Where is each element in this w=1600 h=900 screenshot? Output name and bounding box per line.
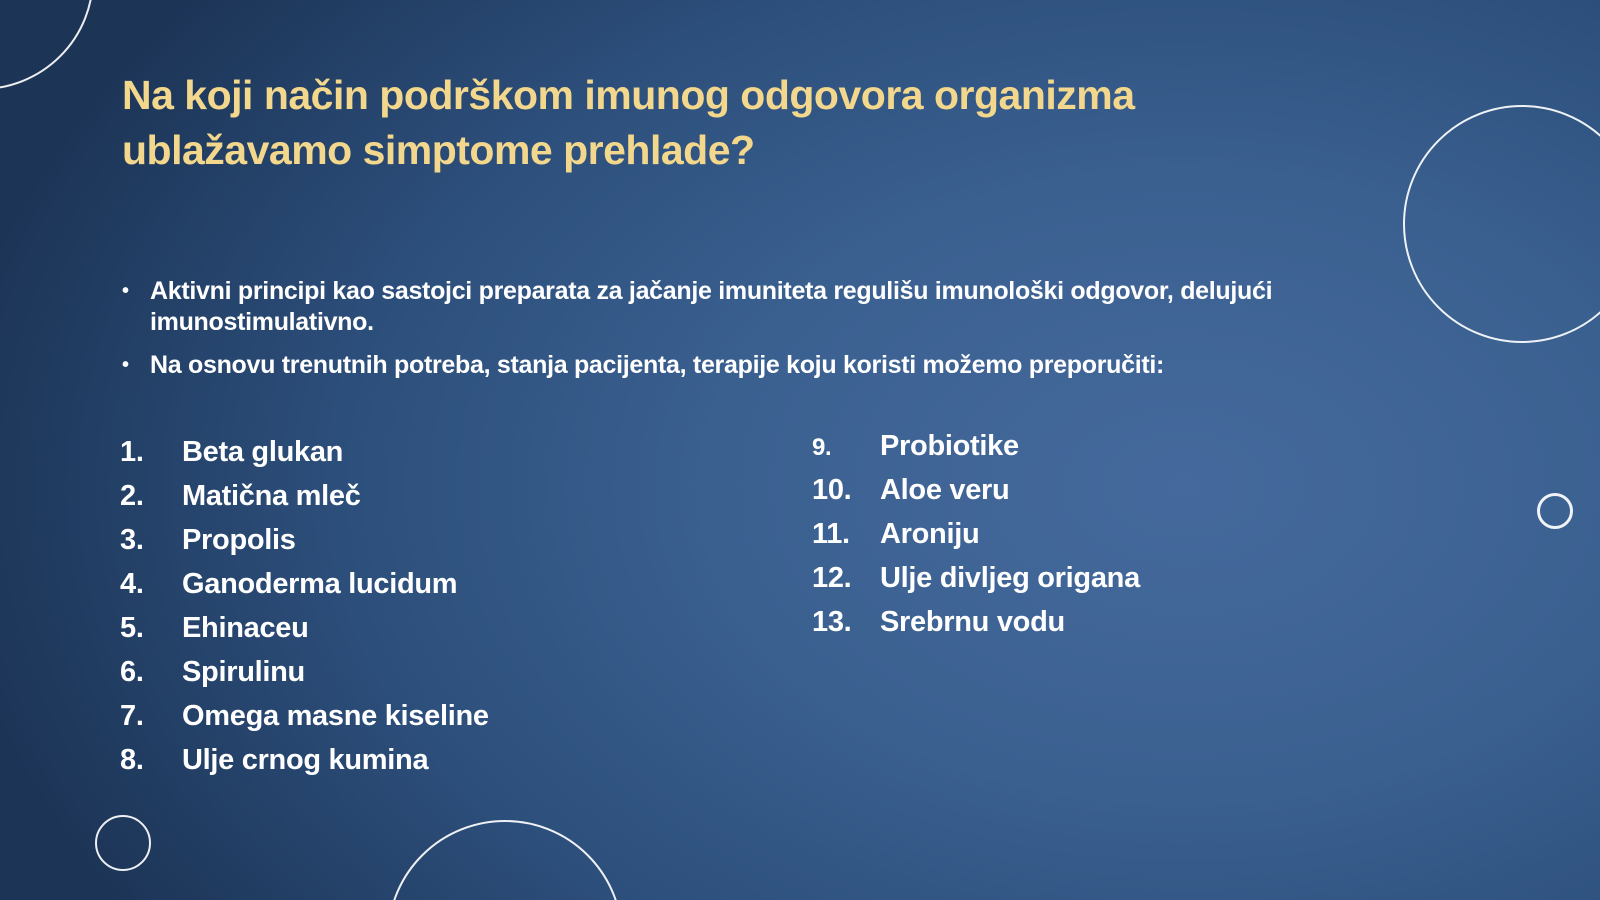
item-label: Ehinaceu: [182, 612, 309, 644]
item-label: Propolis: [182, 524, 296, 556]
bullet-list: [122, 276, 1432, 393]
list-item: [120, 434, 489, 478]
item-label: Beta glukan: [182, 436, 344, 468]
item-number: 10.: [812, 474, 852, 506]
list-item: [812, 472, 1140, 516]
item-number: 6.: [120, 656, 144, 688]
item-label: Probiotike: [880, 430, 1019, 462]
item-label: Ulje crnog kumina: [182, 744, 429, 776]
decorative-circle-bottom-big: [387, 820, 623, 900]
decorative-circle-top-right: [1403, 105, 1600, 343]
list-item: [812, 428, 1140, 472]
item-number: 12.: [812, 562, 852, 594]
bullet-item: [122, 350, 1432, 381]
item-number: 13.: [812, 606, 852, 638]
decorative-circle-bottom-small: [95, 815, 151, 871]
decorative-circle-top-left: [0, 0, 94, 90]
list-item: [120, 478, 489, 522]
item-number: 3.: [120, 524, 144, 556]
item-number: 2.: [120, 480, 144, 512]
item-number: 5.: [120, 612, 144, 644]
item-number: 8.: [120, 744, 144, 776]
item-number: 4.: [120, 568, 144, 600]
list-item: [120, 698, 489, 742]
item-label: Matična mleč: [182, 480, 361, 512]
list-item: [120, 742, 489, 786]
item-label: Aroniju: [880, 518, 980, 550]
bullet-text: Aktivni principi kao sastojci preparata za jačanje imuniteta regulišu imunološki odgovor, delujući imunostimulativno.: [150, 277, 1273, 336]
slide-title: [122, 68, 1402, 178]
list-item: [120, 654, 489, 698]
list-item: [812, 516, 1140, 560]
item-label: Ulje divljeg origana: [880, 562, 1140, 594]
bullet-marker: •: [122, 354, 129, 376]
slide-title-line1: Na koji način podrškom imunog odgovora organizma: [122, 72, 1135, 118]
list-item: [120, 566, 489, 610]
item-label: Ganoderma lucidum: [182, 568, 458, 600]
item-number: 9.: [812, 434, 832, 461]
numbered-list-left: [120, 434, 489, 786]
decorative-circle-right-small: [1537, 493, 1573, 529]
item-label: Omega masne kiseline: [182, 700, 489, 732]
list-item: [812, 604, 1140, 648]
list-item: [812, 560, 1140, 604]
item-label: Srebrnu vodu: [880, 606, 1065, 638]
bullet-text: Na osnovu trenutnih potreba, stanja pacijenta, terapije koju koristi možemo preporučiti:: [150, 351, 1165, 379]
slide-title-line2: ublažavamo simptome prehlade?: [122, 127, 755, 173]
item-number: 1.: [120, 436, 144, 468]
item-number: 11.: [812, 518, 850, 550]
bullet-item: [122, 276, 1432, 338]
bullet-marker: •: [122, 280, 129, 302]
list-item: [120, 522, 489, 566]
item-number: 7.: [120, 700, 144, 732]
item-label: Aloe veru: [880, 474, 1010, 506]
item-label: Spirulinu: [182, 656, 305, 688]
list-item: [120, 610, 489, 654]
numbered-list-right: [812, 428, 1140, 648]
